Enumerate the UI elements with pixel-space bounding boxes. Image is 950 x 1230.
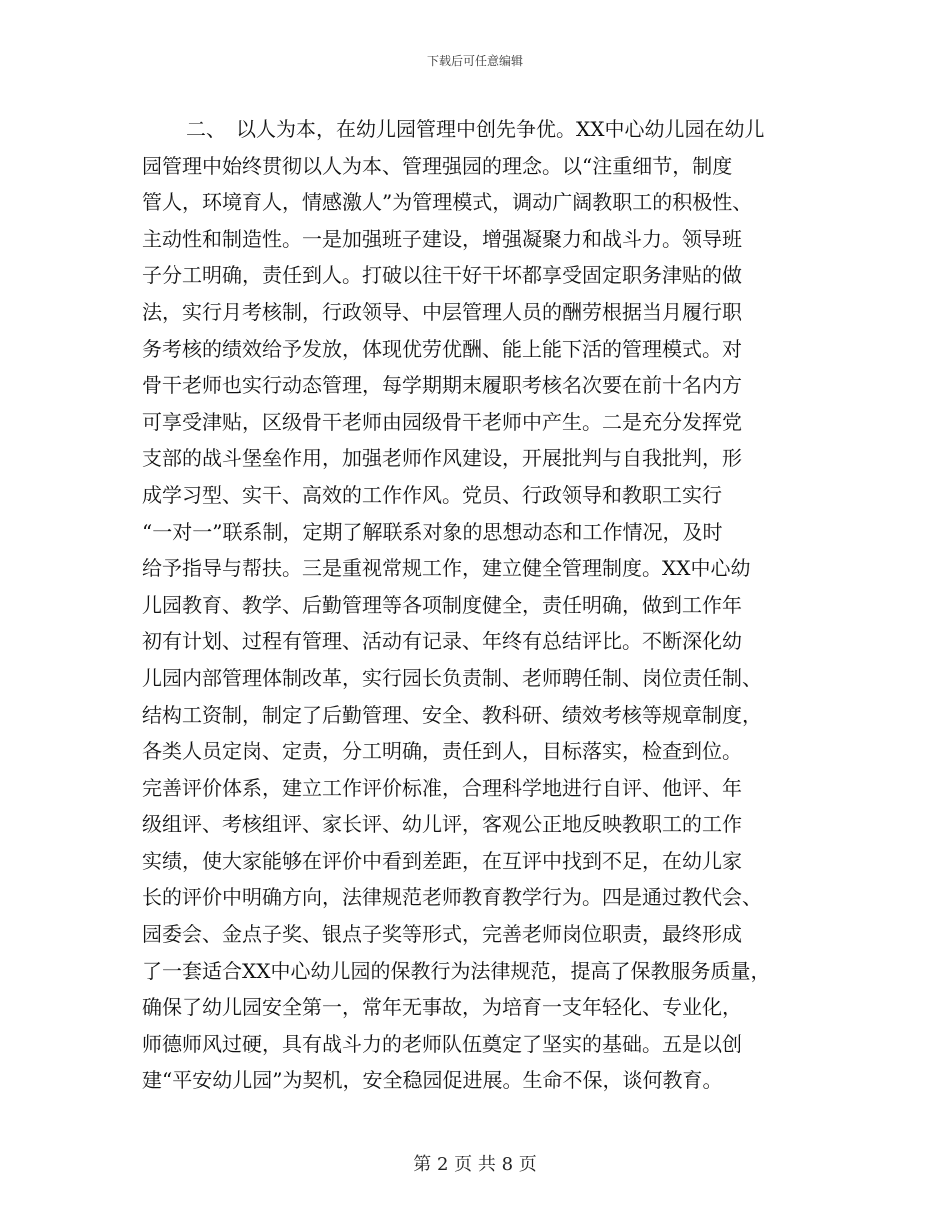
text-line: 建“平安幼儿园”为契机，安全稳园促进展。生命不保，谈何教育。	[142, 1068, 723, 1093]
text-line: 儿园内部管理体制改革，实行园长负责制、老师聘任制、岗位责任制、	[142, 665, 762, 690]
text-line: 了一套适合XX中心幼儿园的保教行为法律规范，提高了保教服务质量，	[142, 958, 771, 983]
text-line: 儿园教育、教学、后勤管理等各项制度健全，责任明确，做到工作年	[142, 592, 742, 617]
text-line: 级组评、考核组评、家长评、幼儿评，客观公正地反映教职工的工作	[142, 812, 742, 837]
text-line: 可享受津贴，区级骨干老师由园级骨干老师中产生。二是充分发挥党	[142, 409, 742, 434]
text-line: 结构工资制，制定了后勤管理、安全、教科研、绩效考核等规章制度，	[142, 702, 762, 727]
text-line: 法，实行月考核制，行政领导、中层管理人员的酬劳根据当月履行职	[142, 299, 742, 324]
text-line: 园委会、金点子奖、银点子奖等形式，完善老师岗位职责，最终形成	[142, 922, 742, 947]
text-line: 成学习型、实干、高效的工作作风。党员、行政领导和教职工实行	[142, 482, 722, 507]
text-line: 实绩，使大家能够在评价中看到差距，在互评中找到不足，在幼儿家	[142, 848, 742, 873]
body-text	[142, 111, 814, 1099]
text-line: 初有计划、过程有管理、活动有记录、年终有总结评比。不断深化幼	[142, 629, 742, 654]
text-line: 给予指导与帮扶。三是重视常规工作，建立健全管理制度。XX中心幼	[142, 556, 751, 581]
text-line: 主动性和制造性。一是加强班子建设，增强凝聚力和战斗力。领导班	[142, 226, 742, 251]
text-line: 确保了幼儿园安全第一，常年无事故，为培育一支年轻化、专业化，	[142, 995, 742, 1020]
text-line: “一对一”联系制，定期了解联系对象的思想动态和工作情况，及时	[142, 519, 723, 544]
text-line: 长的评价中明确方向，法律规范老师教育教学行为。四是通过教代会、	[142, 885, 762, 910]
page-number: 第 2 页 共 8 页	[413, 1154, 537, 1175]
text-line: 管人，环境育人，情感激人”为管理模式，调动广阔教职工的积极性、	[142, 190, 753, 215]
text-line: 务考核的绩效给予发放，体现优劳优酬、能上能下活的管理模式。对	[142, 336, 742, 361]
text-line: 师德师风过硬，具有战斗力的老师队伍奠定了坚实的基础。五是以创	[142, 1031, 742, 1056]
text-line: 完善评价体系，建立工作评价标准，合理科学地进行自评、他评、年	[142, 775, 742, 800]
text-line: 子分工明确，责任到人。打破以往干好干坏都享受固定职务津贴的做	[142, 263, 742, 288]
text-line: 二、 以人为本，在幼儿园管理中创先争优。XX中心幼儿园在幼儿	[186, 117, 765, 141]
text-line: 各类人员定岗、定责，分工明确，责任到人，目标落实，检查到位。	[142, 739, 742, 764]
text-line: 支部的战斗堡垒作用，加强老师作风建设，开展批判与自我批判，形	[142, 446, 742, 471]
text-line: 骨干老师也实行动态管理，每学期期末履职考核名次要在前十名内方	[142, 373, 742, 398]
text-line: 园管理中始终贯彻以人为本、管理强园的理念。以“注重细节，制度	[142, 153, 733, 178]
page-header: 下载后可任意编辑	[426, 54, 523, 68]
